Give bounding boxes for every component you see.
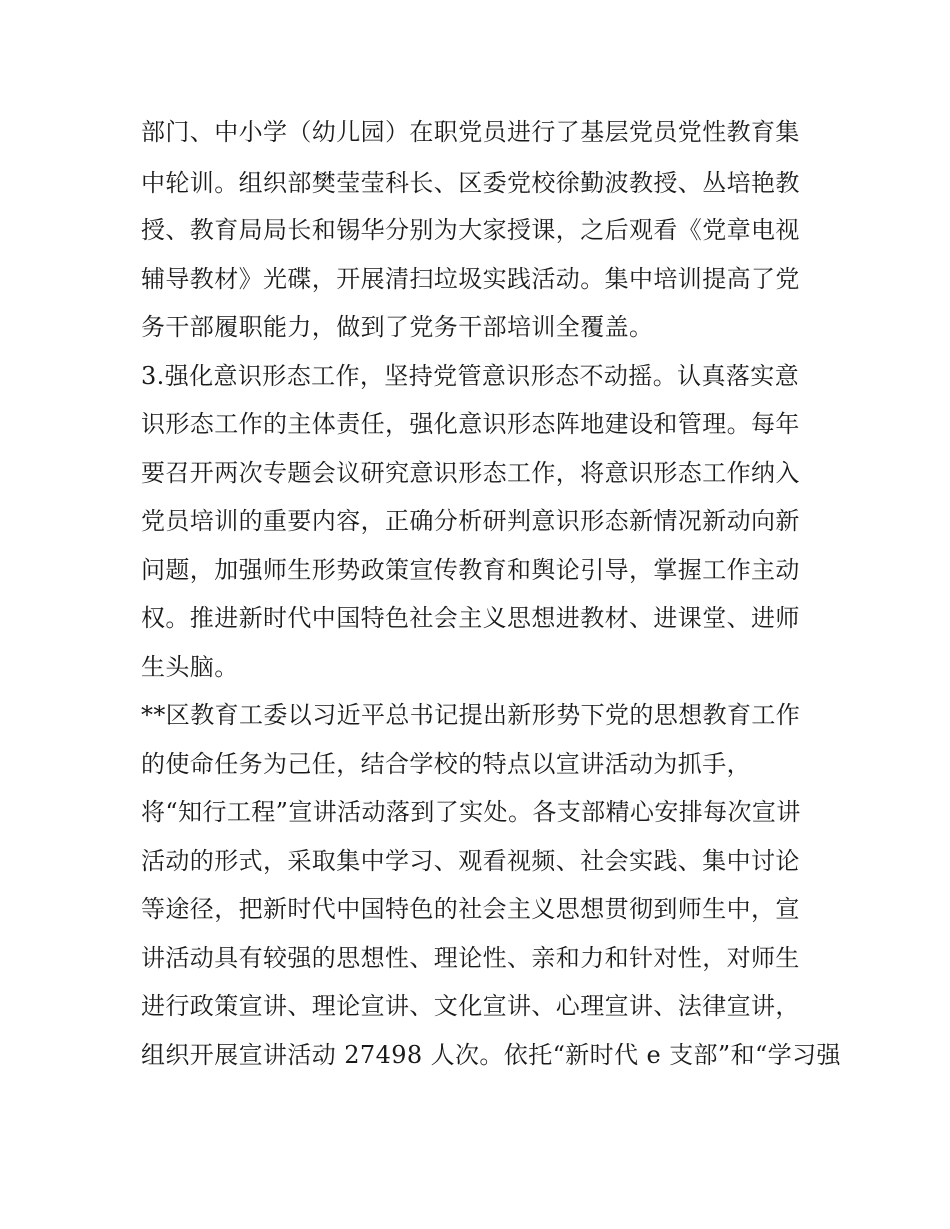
text-line: 辅导教材》光碟，开展清扫垃圾实践活动。集中培训提高了党: [141, 265, 800, 293]
text-line: 授、教育局局长和锡华分别为大家授课，之后观看《党章电视: [141, 216, 800, 244]
text-line: 党员培训的重要内容，正确分析研判意识形态新情况新动向新: [141, 507, 800, 535]
text-line: 要召开两次专题会议研究意识形态工作，将意识形态工作纳入: [141, 459, 800, 487]
text-line: 识形态工作的主体责任，强化意识形态阵地建设和管理。每年: [141, 410, 800, 438]
text-line: 将“知行工程”宣讲活动落到了实处。各支部精心安排每次宣讲: [141, 798, 801, 826]
text-line: 进行政策宣讲、理论宣讲、文化宣讲、心理宣讲、法律宣讲，: [141, 992, 800, 1020]
text-line: 的使命任务为己任，结合学校的特点以宣讲活动为抓手，: [141, 750, 751, 778]
text-line: **区教育工委以习近平总书记提出新形势下党的思想教育工作: [141, 701, 801, 729]
text-line: 3.强化意识形态工作，坚持党管意识形态不动摇。认真落实意: [141, 362, 800, 390]
text-line: 活动的形式，采取集中学习、观看视频、社会实践、集中讨论: [141, 847, 800, 875]
text-line: 讲活动具有较强的思想性、理论性、亲和力和针对性，对师生: [141, 944, 800, 972]
text-line: 中轮训。组织部樊莹莹科长、区委党校徐勤波教授、丛培艳教: [141, 169, 800, 197]
text-line: 生头脑。: [141, 653, 239, 681]
text-line: 权。推进新时代中国特色社会主义思想进教材、进课堂、进师: [141, 604, 800, 632]
text-line: 部门、中小学（幼儿园）在职党员进行了基层党员党性教育集: [141, 118, 800, 146]
text-line: 问题，加强师生形势政策宣传教育和舆论引导，掌握工作主动: [141, 556, 800, 584]
text-line: 务干部履职能力，做到了党务干部培训全覆盖。: [141, 313, 654, 341]
text-line: 组织开展宣讲活动 27498 人次。依托“新时代 e 支部”和“学习强: [141, 1041, 841, 1069]
text-line: 等途径，把新时代中国特色的社会主义思想贯彻到师生中，宣: [141, 895, 800, 923]
